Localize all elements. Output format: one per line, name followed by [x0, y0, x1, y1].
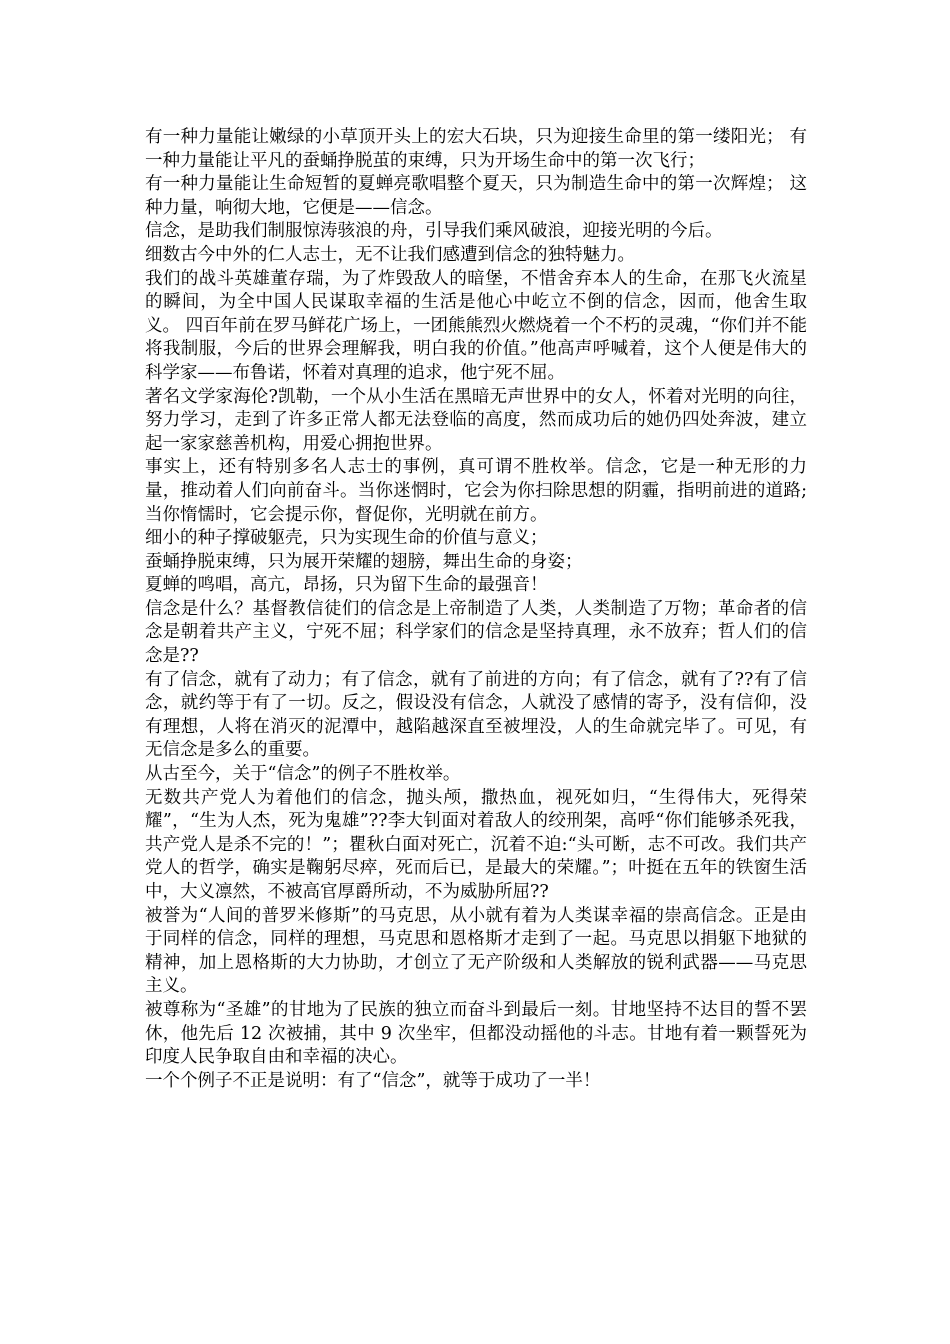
- paragraph-14: 无数共产党人为着他们的信念，抛头颅，撒热血，视死如归，“生得伟大，死得荣耀”，“生为人杰，死为鬼雄”??李大钊面对着敌人的绞刑架，高呼“你们能够杀死我，共产党人是杀不完的！”；瞿秋白面对死亡，沉着不迫:“头可断，志不可改。我们共产党人的哲学，确实是鞠躬尽瘁，死而后已，是最大的荣耀。”；叶挺在五年的铁窗生活中，大义凛然，不被高官厚爵所动，不为威胁所屈??: [145, 787, 807, 902]
- paragraph-3: 信念，是助我们制服惊涛骇浪的舟，引导我们乘风破浪，迎接光明的今后。: [145, 221, 723, 242]
- paragraph-7: 事实上，还有特别多名人志士的事例，真可谓不胜枚举。信念，它是一种无形的力量，推动着人们向前奋斗。当你迷惘时，它会为你扫除思想的阴霾，指明前进的道路;当你惰懦时，它会提示你，督促你，光明就在前方。: [145, 457, 807, 525]
- paragraph-11: 信念是什么？基督教信徒们的信念是上帝制造了人类，人类制造了万物；革命者的信念是朝着共产主义，宁死不屈；科学家们的信念是坚持真理，永不放弃；哲人们的信念是??: [145, 598, 807, 667]
- paragraph-5: 我们的战斗英雄董存瑞，为了炸毁敌人的暗堡，不惜舍弃本人的生命，在那飞火流星的瞬间，为全中国人民谋取幸福的生活是他心中屹立不倒的信念，因而，他舍生取义。 四百年前在罗马鲜花广场上，一团熊熊烈火燃烧着一个不朽的灵魂，“你们并不能将我制服，今后的世界会理解我，明白我的价值。”他高声呼喊着，这个人便是伟大的科学家——布鲁诺，怀着对真理的追求，他宁死不屈。: [145, 268, 808, 383]
- paragraph-15: 被誉为“人间的普罗米修斯”的马克思，从小就有着为人类谋幸福的崇高信念。正是由于同样的信念，同样的理想，马克思和恩格斯才走到了一起。马克思以捐躯下地狱的精神，加上恩格斯的大力协助，才创立了无产阶级和人类解放的锐利武器——马克思主义。: [145, 905, 807, 997]
- paragraph-2: 有一种力量能让生命短暂的夏蝉亮歌唱整个夏天，只为制造生命中的第一次辉煌； 这种力量，响彻大地，它便是——信念。: [145, 174, 807, 218]
- paragraph-12: 有了信念，就有了动力；有了信念，就有了前进的方向；有了信念，就有了??有了信念，就约等于有了一切。反之，假设没有信念，人就没了感情的寄予，没有信仰，没有理想，人将在消灭的泥潭中，越陷越深直至被埋没，人的生命就完毕了。可见，有无信念是多么的重要。: [145, 669, 807, 761]
- paragraph-17: 一个个例子不正是说明：有了“信念”，就等于成功了一半！: [145, 1070, 601, 1091]
- paragraph-10: 夏蝉的鸣唱，高亢，昂扬，只为留下生命的最强音！: [145, 575, 548, 596]
- document-body: [145, 126, 807, 1093]
- paragraph-6: 著名文学家海伦?凯勒，一个从小生活在黑暗无声世界中的女人，怀着对光明的向往，努力学习，走到了许多正常人都无法登临的高度，然而成功后的她仍四处奔波，建立起一家家慈善机构，用爱心拥抱世界。: [145, 386, 807, 454]
- paragraph-1: 有一种力量能让嫩绿的小草顶开头上的宏大石块，只为迎接生命里的第一缕阳光； 有一种力量能让平凡的蚕蛹挣脱茧的束缚，只为开场生命中的第一次飞行；: [145, 127, 807, 171]
- paragraph-13: 从古至今，关于“信念”的例子不胜枚举。: [145, 764, 461, 785]
- paragraph-9: 蚕蛹挣脱束缚，只为展开荣耀的翅膀，舞出生命的身姿；: [145, 551, 583, 572]
- paragraph-8: 细小的种子撑破躯壳，只为实现生命的价值与意义；: [145, 528, 548, 549]
- paragraph-16: 被尊称为“圣雄”的甘地为了民族的独立而奋斗到最后一刻。甘地坚持不达目的誓不罢休，他先后 12 次被捕，其中 9 次坐牢，但都没动摇他的斗志。甘地有着一颗誓死为印度人民争取自由和幸福的决心。: [145, 999, 807, 1068]
- paragraph-4: 细数古今中外的仁人志士，无不让我们感遭到信念的独特魅力。: [145, 244, 635, 265]
